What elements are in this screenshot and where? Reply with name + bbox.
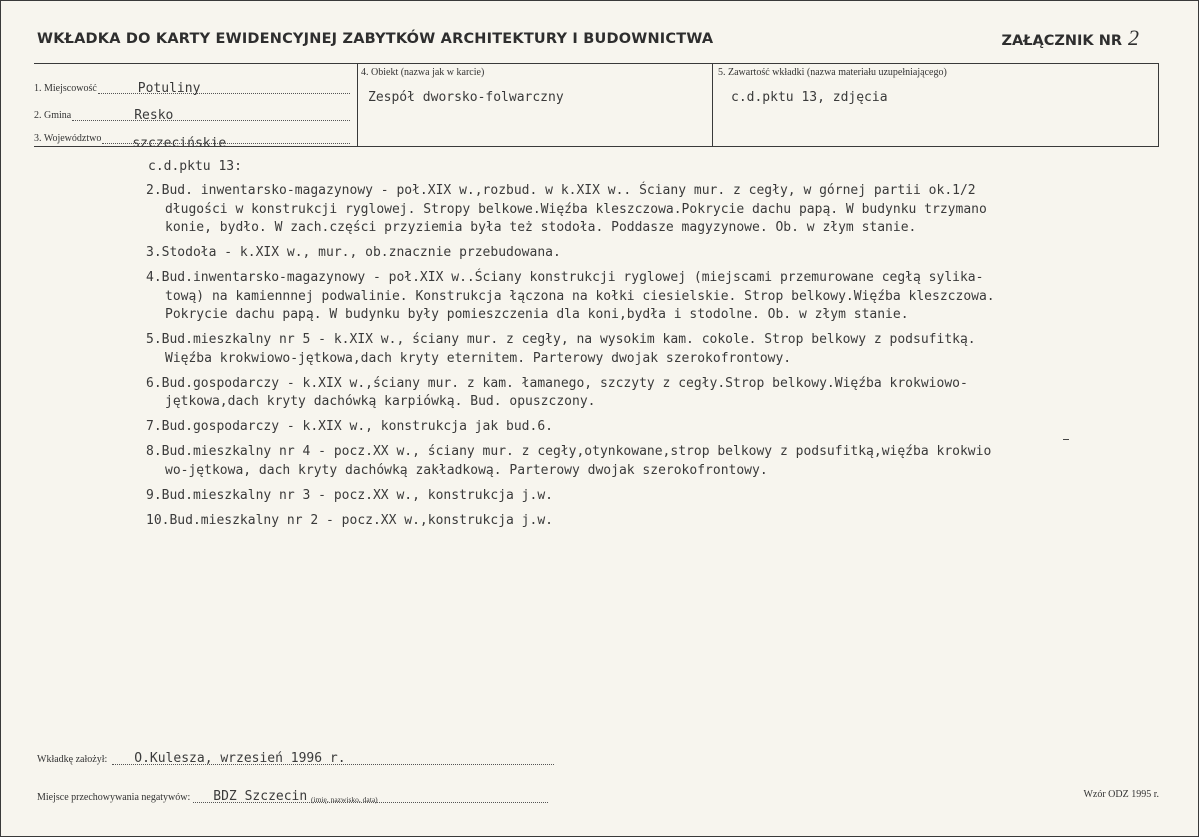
section-heading: c.d.pktu 13: — [148, 159, 242, 174]
list-item-line: Pokrycie dachu papą. W budynku były pomieszczenia dla koni,bydła i stodolne. Ob. w złym stanie. — [165, 307, 909, 322]
created-by-field — [37, 752, 554, 765]
list-item-line: wo-jętkowa, dach kryty dachówką zakładkową. Parterowy dwojak szerokofrontowy. — [165, 462, 768, 478]
list-item-line: 4.Bud.inwentarsko-magazynowy - poł.XIX w..Ściany konstrukcji ryglowej (miejscami przemurowane cegłą sylika- — [146, 270, 984, 285]
annex-header — [1001, 25, 1139, 50]
list-item-line: konie, bydło. W zach.części przyziemia była też stodoła. Poddasze magyzynowe. Ob. w złym stanie. — [165, 220, 917, 235]
list-item — [146, 375, 1066, 412]
column-divider — [712, 64, 713, 146]
list-item — [146, 487, 1066, 506]
dotted-line — [102, 133, 350, 151]
created-by-label: Wkładkę założył: — [37, 754, 108, 765]
building-description-list — [146, 182, 1066, 537]
commune-field — [34, 103, 350, 121]
list-item-line: Więźba krokwiowo-jętkowa,dach kryty eternitem. Parterowy dwojak szerokofrontowy. — [165, 350, 792, 366]
content-value: c.d.pktu 13, zdjęcia — [731, 90, 888, 105]
object-label: 4. Obiekt (nazwa jak w karcie) — [361, 67, 485, 78]
voivodeship-label: 3. Województwo — [34, 133, 102, 144]
list-item — [146, 244, 1066, 263]
commune-label: 2. Gmina — [34, 110, 72, 121]
list-item-line: 3.Stodoła - k.XIX w., mur., ob.znacznie przebudowana. — [146, 245, 561, 260]
list-item-line: 8.Bud.mieszkalny nr 4 - pocz.XX w., ściany mur. z cegły,otynkowane,strop belkowy z podsufitką,więźba krokwio — [146, 444, 992, 459]
list-item — [146, 331, 1066, 368]
list-item-line: 6.Bud.gospodarczy - k.XIX w.,ściany mur. z kam. łamanego, szczyty z cegły.Strop belkowy.Więźba krokwiowo- — [146, 375, 968, 391]
list-item-line: tową) na kamiennnej podwalinie. Konstrukcja łączona na kołki ciesielskie. Strop belkowy.Więźba kleszczowa. — [165, 288, 995, 304]
voivodeship-value: szczecińskie — [132, 136, 227, 151]
list-item-line: 2.Bud. inwentarsko-magazynowy - poł.XIX w.,rozbud. w k.XIX w.. Ściany mur. z cegły, w górnej partii ok.1/2 — [146, 183, 976, 198]
locality-field — [34, 76, 350, 94]
list-item — [146, 418, 1066, 437]
object-value: Zespół dworsko-folwarczny — [368, 90, 564, 105]
list-item-line: 7.Bud.gospodarczy - k.XIX w., konstrukcja jak bud.6. — [146, 419, 553, 434]
dotted-line — [112, 752, 554, 765]
annex-number: 2 — [1128, 25, 1139, 50]
dotted-line — [98, 83, 350, 94]
created-by-caption: (imię, nazwisko, data) — [311, 795, 378, 804]
locality-label: 1. Miejscowość — [34, 83, 97, 94]
list-item-line: 5.Bud.mieszkalny nr 5 - k.XIX w., ściany mur. z cegły, na wysokim kam. cokole. Strop belkowy z podsufitką. — [146, 332, 976, 347]
negatives-label: Miejsce przechowywania negatywów: — [37, 792, 191, 803]
list-item — [146, 512, 1066, 531]
hyphen-mark — [1063, 439, 1069, 440]
content-label: 5. Zawartość wkładki (nazwa materiału uzupełniającego) — [718, 67, 947, 78]
voivodeship-field — [34, 126, 350, 151]
commune-value: Resko — [134, 108, 174, 123]
list-item — [146, 182, 1066, 238]
locality-value: Potuliny — [137, 81, 201, 96]
negatives-value: BDZ Szczecin — [213, 789, 308, 804]
list-item-line: jętkowa,dach kryty dachówką karpiówką. Bud. opuszczony. — [165, 394, 596, 409]
dotted-line — [72, 110, 350, 121]
list-item — [146, 443, 1066, 480]
form-version: Wzór ODZ 1995 r. — [1083, 789, 1159, 800]
dotted-line — [193, 790, 548, 803]
column-divider — [357, 64, 358, 146]
list-item — [146, 269, 1066, 325]
annex-label: ZAŁĄCZNIK NR — [1001, 33, 1122, 49]
list-item-line: 10.Bud.mieszkalny nr 2 - pocz.XX w.,konstrukcja j.w. — [146, 512, 553, 528]
list-item-line: długości w konstrukcji ryglowej. Stropy belkowe.Więźba kleszczowa.Pokrycie dachu papą. W budynku trzymano — [165, 201, 987, 217]
identification-table — [34, 63, 1159, 151]
list-item-line: 9.Bud.mieszkalny nr 3 - pocz.XX w., konstrukcja j.w. — [146, 487, 553, 503]
negatives-location-field — [37, 790, 548, 803]
form-title: WKŁADKA DO KARTY EWIDENCYJNEJ ZABYTKÓW ARCHITEKTURY I BUDOWNICTWA — [37, 31, 714, 47]
created-by-value: O.Kulesza, wrzesień 1996 r. — [134, 751, 346, 766]
